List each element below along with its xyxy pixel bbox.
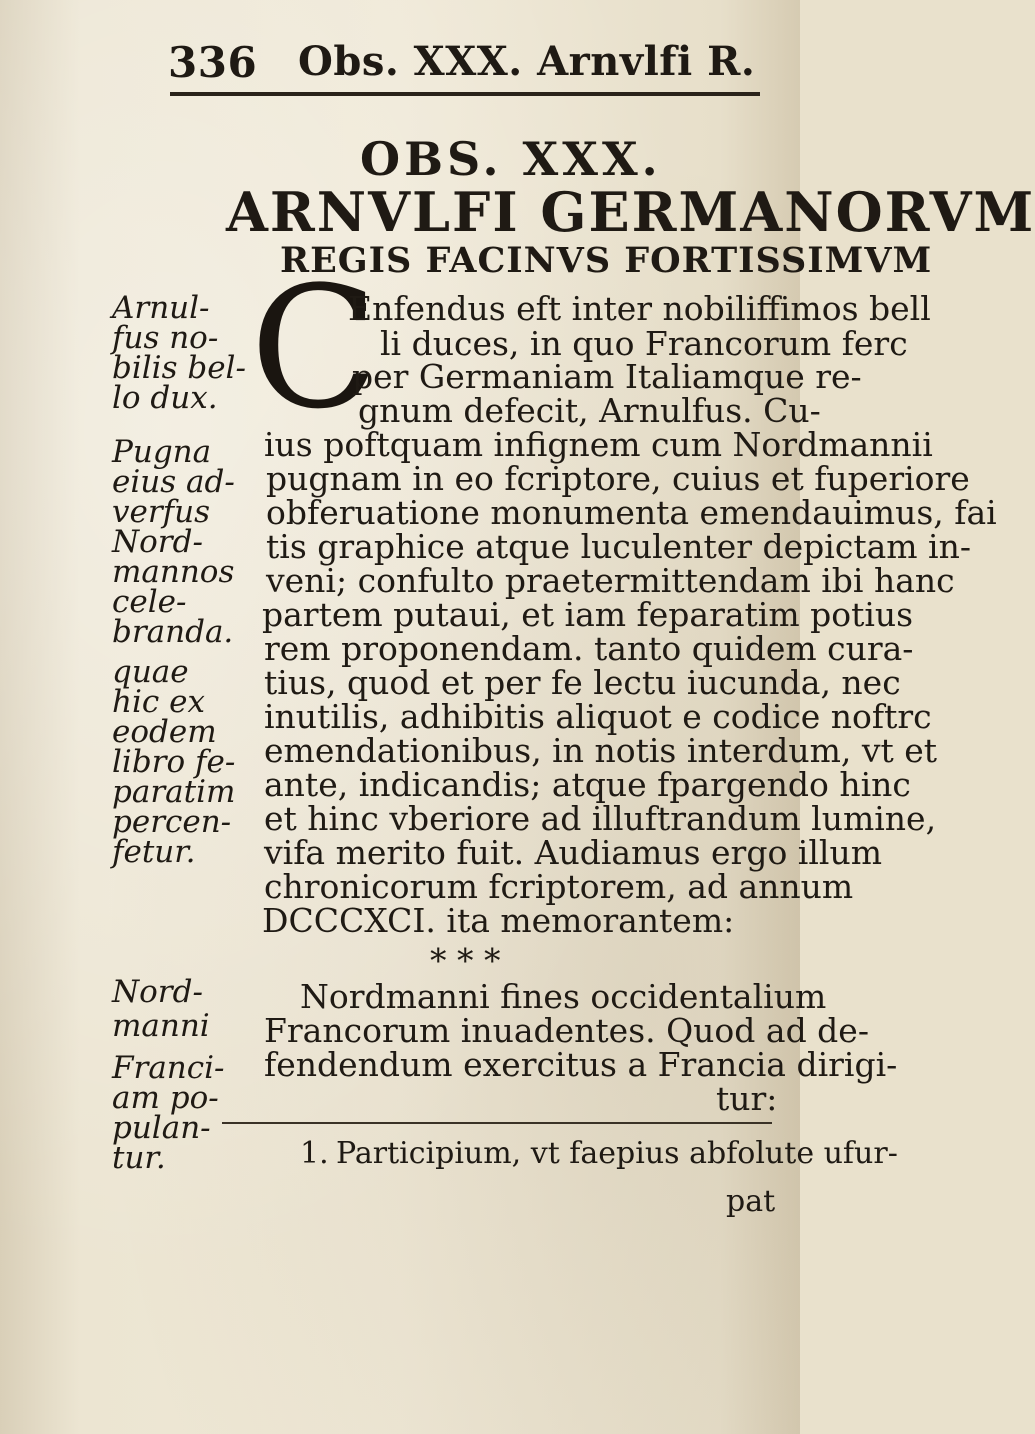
- margin-note: branda.: [112, 614, 234, 650]
- drop-cap: C: [250, 250, 379, 446]
- margin-note: libro fe-: [112, 744, 236, 780]
- body-line: per Germaniam Italiamque re-: [352, 357, 862, 396]
- body-line: inutilis, adhibitis aliquot e codice noftrc: [264, 697, 932, 736]
- body-line: gnum defecit, Arnulfus. Cu-: [358, 391, 821, 430]
- body-line: pugnam in eo fcriptore, cuius et fuperiore: [266, 459, 970, 498]
- header-rule: [170, 92, 760, 96]
- body-line: partem putaui, et iam feparatim potius: [262, 595, 914, 634]
- body-line: tur:: [716, 1079, 778, 1118]
- body-line: Enfendus eft inter nobiliffimos bell: [348, 289, 931, 328]
- body-line: emendationibus, in notis interdum, vt et: [264, 731, 938, 770]
- margin-note: Pugna: [112, 434, 212, 470]
- footnote-number: 1.: [300, 1136, 329, 1171]
- margin-note: lo dux.: [112, 380, 218, 416]
- body-line: tis graphice atque luculenter depictam in-: [266, 527, 972, 566]
- margin-note: Franci-: [112, 1050, 225, 1086]
- ornament-asterisks: * * *: [430, 941, 501, 980]
- running-head-title: Obs. XXX. Arnvlfi R.: [298, 38, 756, 85]
- body-line: li duces, in quo Francorum ferc: [380, 324, 908, 363]
- margin-note: eius ad-: [112, 464, 235, 500]
- body-line: ius poftquam infignem cum Nordmannii: [264, 425, 933, 464]
- margin-note: percen-: [112, 804, 232, 840]
- body-line: Francorum inuadentes. Quod ad de-: [264, 1011, 869, 1050]
- body-line: obferuatione monumenta emendauimus, fai: [266, 493, 997, 532]
- margin-note: verfus: [112, 494, 211, 530]
- margin-note: quae: [112, 654, 189, 690]
- body-line: fendendum exercitus a Francia dirigi-: [264, 1045, 898, 1084]
- margin-note: bilis bel-: [112, 350, 246, 386]
- footnote-rule: [222, 1122, 772, 1124]
- margin-note: hic ex: [112, 684, 205, 720]
- chapter-subtitle: REGIS FACINVS FORTISSIMVM: [280, 240, 933, 281]
- body-line: et hinc vberiore ad illuftrandum lumine,: [264, 799, 937, 838]
- margin-note: fus no-: [112, 320, 219, 356]
- body-line: Nordmanni fines occidentalium: [300, 977, 827, 1016]
- catchword: pat: [726, 1184, 776, 1219]
- margin-note: paratim: [112, 774, 236, 810]
- body-line: DCCCXCI. ita memorantem:: [262, 901, 735, 940]
- margin-note: pulan-: [112, 1110, 211, 1146]
- margin-note: fetur.: [112, 834, 196, 870]
- body-line: veni; confulto praetermittendam ibi hanc: [266, 561, 955, 600]
- observation-heading: OBS. XXX.: [360, 132, 662, 186]
- margin-note: cele-: [112, 584, 187, 620]
- chapter-title: ARNVLFI GERMANORVM: [226, 180, 1035, 244]
- body-line: chronicorum fcriptorem, ad annum: [264, 867, 854, 906]
- footnote-text: Participium, vt faepius abfolute ufur-: [336, 1136, 898, 1171]
- body-line: rem proponendam. tanto quidem cura-: [264, 629, 914, 668]
- body-line: vifa merito fuit. Audiamus ergo illum: [264, 833, 883, 872]
- page-number: 336: [168, 38, 258, 87]
- margin-note: manni: [112, 1008, 210, 1044]
- margin-note: Arnul-: [112, 290, 210, 326]
- margin-note: mannos: [112, 554, 235, 590]
- margin-note: Nord-: [112, 974, 203, 1010]
- margin-note: am po-: [112, 1080, 219, 1116]
- margin-note: tur.: [112, 1140, 166, 1176]
- body-line: tius, quod et per fe lectu iucunda, nec: [264, 663, 901, 702]
- margin-note: Nord-: [112, 524, 203, 560]
- body-line: ante, indicandis; atque fpargendo hinc: [264, 765, 911, 804]
- margin-note: eodem: [112, 714, 217, 750]
